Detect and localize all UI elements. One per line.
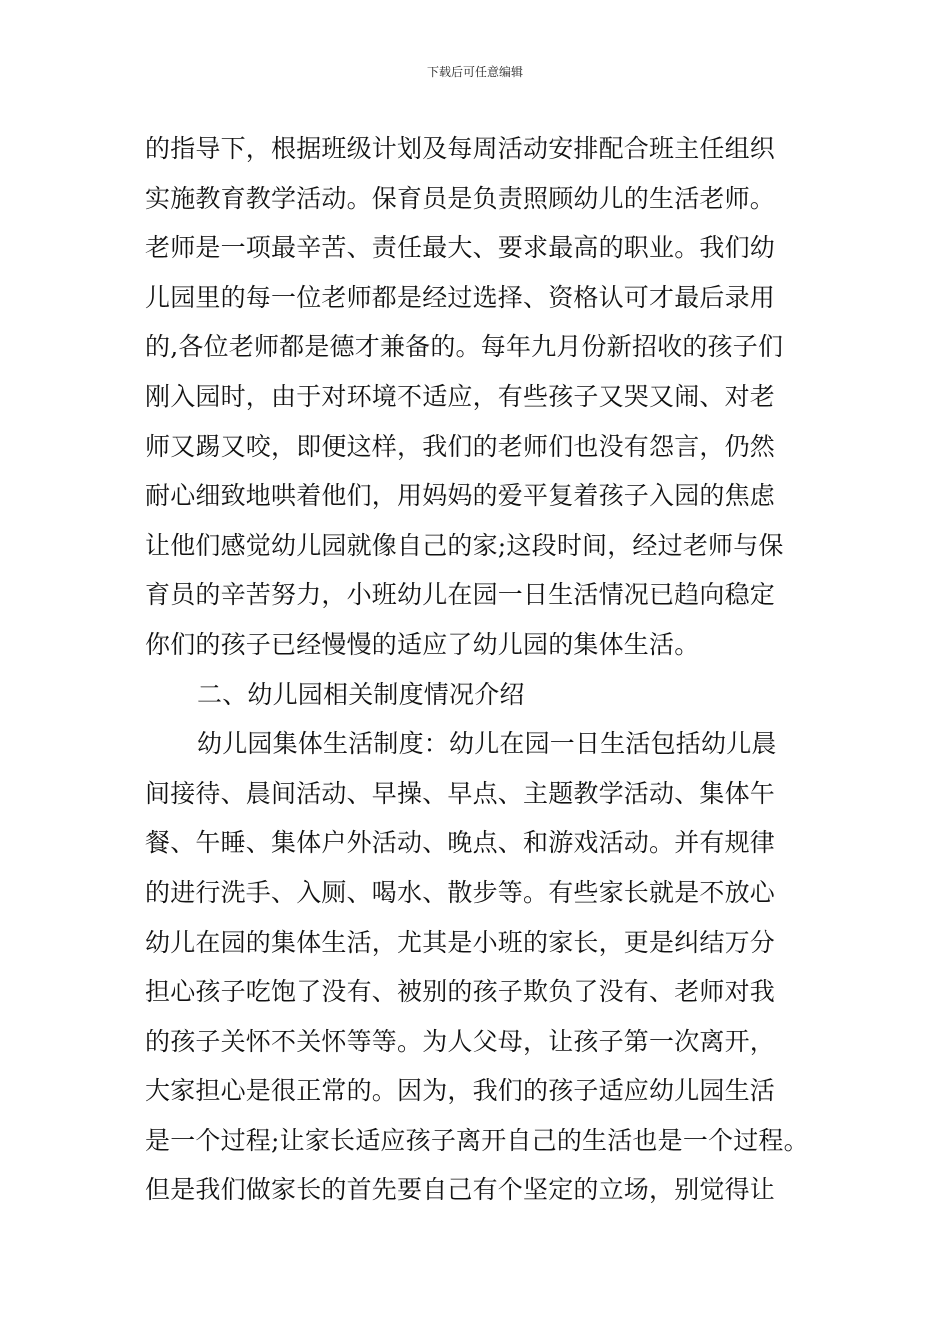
text-line: 刚入园时，由于对环境不适应，有些孩子又哭又闹、对老 (145, 381, 776, 411)
text-line: 的,各位老师都是德才兼备的。每年九月份新招收的孩子们 (145, 332, 784, 362)
text-line: 但是我们做家长的首先要自己有个坚定的立场，别觉得让 (145, 1175, 776, 1205)
text-line: 幼儿在园的集体生活，尤其是小班的家长，更是纠结万分 (145, 927, 776, 957)
text-line: 育员的辛苦努力，小班幼儿在园一日生活情况已趋向稳定 (145, 580, 776, 610)
text-line: 间接待、晨间活动、早操、早点、主题教学活动、集体午 (145, 778, 776, 808)
page-header: 下载后可任意编辑 (426, 65, 523, 79)
text-line: 幼儿园集体生活制度：幼儿在园一日生活包括幼儿晨 (197, 729, 777, 759)
text-line: 师又踢又咬，即便这样，我们的老师们也没有怨言，仍然 (145, 431, 776, 461)
text-line: 担心孩子吃饱了没有、被别的孩子欺负了没有、老师对我 (145, 977, 776, 1007)
text-line: 的指导下，根据班级计划及每周活动安排配合班主任组织 (145, 134, 776, 163)
text-line: 的孩子关怀不关怀等等。为人父母，让孩子第一次离开， (145, 1026, 776, 1056)
text-line: 是一个过程;让家长适应孩子离开自己的生活也是一个过程。 (145, 1125, 809, 1155)
text-line: 大家担心是很正常的。因为，我们的孩子适应幼儿园生活 (145, 1076, 776, 1106)
text-line: 你们的孩子已经慢慢的适应了幼儿园的集体生活。 (145, 629, 700, 659)
text-line: 儿园里的每一位老师都是经过选择、资格认可才最后录用 (145, 282, 776, 312)
text-line: 老师是一项最辛苦、责任最大、要求最高的职业。我们幼 (145, 233, 776, 263)
text-line: 餐、午睡、集体户外活动、晚点、和游戏活动。并有规律 (145, 828, 776, 858)
text-line: 耐心细致地哄着他们，用妈妈的爱平复着孩子入园的焦虑 (145, 481, 776, 511)
text-line: 让他们感觉幼儿园就像自己的家;这段时间，经过老师与保 (145, 530, 784, 560)
text-line: 的进行洗手、入厕、喝水、散步等。有些家长就是不放心 (145, 877, 776, 907)
document-body (145, 124, 845, 1215)
text-line: 实施教育教学活动。保育员是负责照顾幼儿的生活老师。 (145, 183, 776, 213)
section-heading: 二、幼儿园相关制度情况介绍 (197, 679, 525, 709)
